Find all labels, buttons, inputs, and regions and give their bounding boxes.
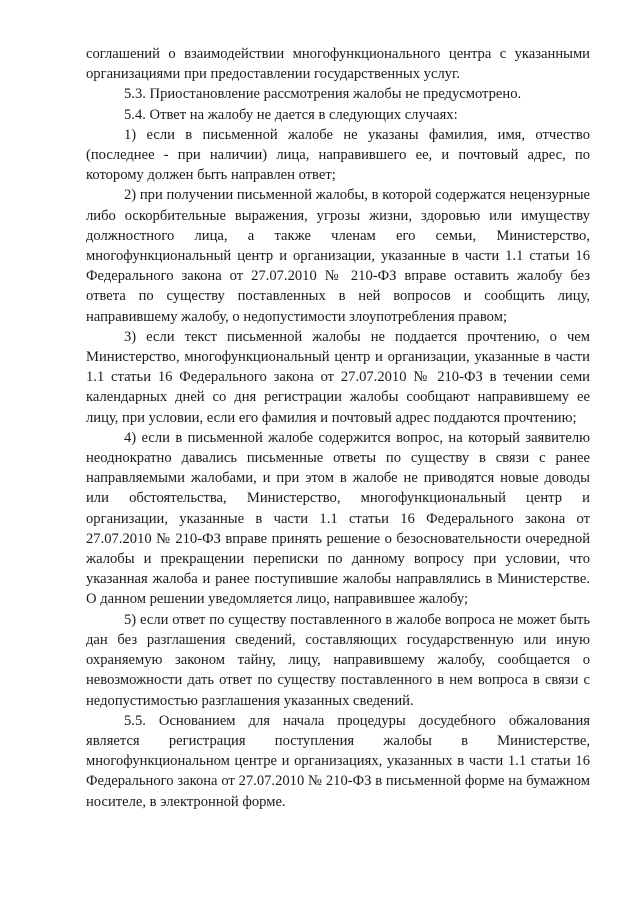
- paragraph-5-5: 5.5. Основанием для начала процедуры досудебного обжалования является регистрация поступления жалобы в Министерстве, многофункциональном центре и организациях, указанных в части 1.1 статьи 16 Федерального закона от 27.07.2010 № 210-ФЗ в письменной форме на бумажном носителе, в электронной форме.: [86, 712, 590, 810]
- paragraph-5-4-item-2: 2) при получении письменной жалобы, в которой содержатся нецензурные либо оскорбительные выражения, угрозы жизни, здоровью или имуществу должностного лица, а также членам его семьи, Министерство, многофункциональный центр и организации, указанные в части 1.1 статьи 16 Федерального закона от 27.07.2010 № 210-ФЗ вправе оставить жалобу без ответа по существу поставленных в ней вопросов и сообщить лицу, направившему жалобу, о недопустимости злоупотребления правом;: [86, 187, 590, 325]
- paragraph-5-3: 5.3. Приостановление рассмотрения жалобы не предусмотрено.: [124, 86, 522, 103]
- document-text: [86, 44, 590, 812]
- paragraph-5-4-item-3: 3) если текст письменной жалобы не поддается прочтению, о чем Министерство, многофункциональный центр и организации, указанные в части 1.1 статьи 16 Федерального закона от 27.07.2010 № 210-ФЗ в течении семи календарных дней со дня регистрации жалобы сообщают направившему ее лицу, при условии, если его фамилия и почтовый адрес поддаются прочтению;: [86, 328, 590, 426]
- paragraph-5-4-item-4: 4) если в письменной жалобе содержится вопрос, на который заявителю неоднократно давались письменные ответы по существу в связи с ранее направляемыми жалобами, и при этом в жалобе не приводятся новые доводы или обстоятельства, Министерство, многофункциональный центр и организации, указанные в части 1.1 статьи 16 Федерального закона от 27.07.2010 № 210-ФЗ вправе принять решение о безосновательности очередной жалобы и прекращении переписки по данному вопросу при условии, что указанная жалоба и ранее поступившие жалобы направлялись в Министерстве. О данном решении уведомляется лицо, направившее жалобу;: [86, 429, 590, 608]
- paragraph-5-4: 5.4. Ответ на жалобу не дается в следующих случаях:: [124, 106, 458, 123]
- paragraph-5-4-item-1: 1) если в письменной жалобе не указаны фамилия, имя, отчество (последнее - при наличии) лица, направившего ее, и почтовый адрес, по которому должен быть направлен ответ;: [86, 126, 590, 184]
- paragraph-continuation: соглашений о взаимодействии многофункционального центра с указанными организациями при предоставлении государственных услуг.: [86, 46, 590, 83]
- paragraph-5-4-item-5: 5) если ответ по существу поставленного в жалобе вопроса не может быть дан без разглашения сведений, составляющих государственную или иную охраняемую законом тайну, лицу, направившему жалобу, сообщается о невозможности дать ответ по существу поставленного в нем вопроса в связи с недопустимостью разглашения указанных сведений.: [86, 611, 590, 709]
